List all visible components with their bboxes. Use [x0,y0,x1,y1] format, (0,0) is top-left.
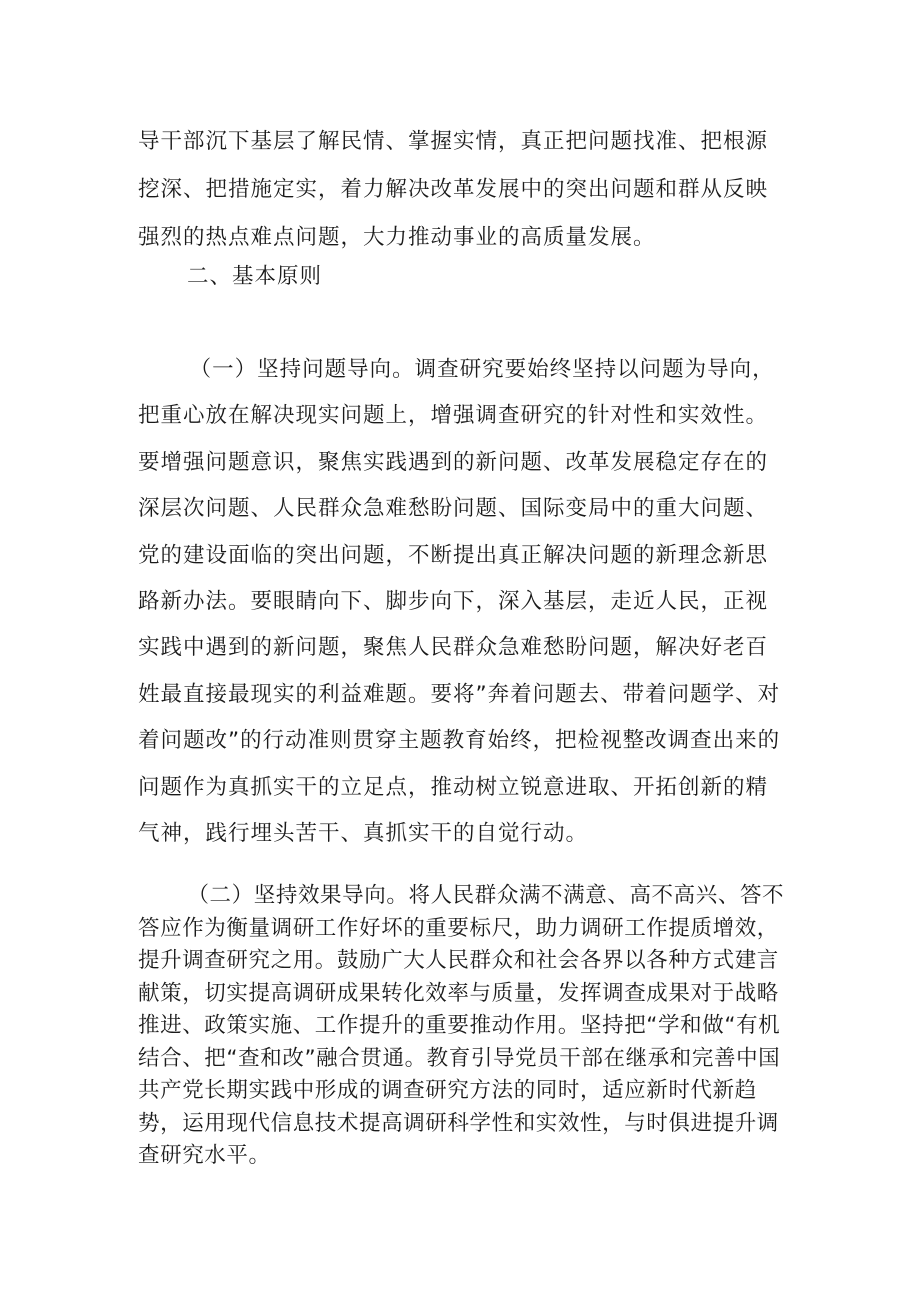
principle-1-paragraph: （一）坚持问题导向。调查研究要始终坚持以问题为导向，把重心放在解决现实问题上，增强调查研究的针对性和实效性。要增强问题意识，聚焦实践遇到的新问题、改革发展稳定存在的深层次问题、人民群众急难愁盼问题、国际变局中的重大问题、党的建设面临的突出问题，不断提出真正解决问题的新理念新思路新办法。要眼睛向下、脚步向下，深入基层，走近人民，正视实践中遇到的新问题，聚焦人民群众急难愁盼问题，解决好老百姓最直接最现实的利益难题。要将”奔着问题去、带着问题学、对着问题改”的行动准则贯穿主题教育始终，把检视整改调查出来的问题作为真抓实干的立足点，推动树立锐意进取、开拓创新的精气神，践行埋头苦干、真抓实干的自觉行动。 [138,357,781,847]
section-heading: 二、基本原则 [187,264,323,289]
intro-paragraph: 导干部沉下基层了解民情、掌握实情，真正把问题找准、把根源挖深、把措施定实，着力解决改革发展中的突出问题和群从反映强烈的热点难点问题，大力推动事业的高质量发展。 [138,129,769,250]
principle-2-paragraph: （二）坚持效果导向。将人民群众满不满意、高不高兴、答不答应作为衡量调研工作好坏的重要标尺，助力调研工作提质增效，提升调查研究之用。鼓励广大人民群众和社会各界以各种方式建言献策，切实提高调研成果转化效率与质量，发挥调查成果对于战略推进、政策实施、工作提升的重要推动作用。坚持把“学和做“有机结合、把“查和改”融合贯通。教育引导党员干部在继承和完善中国共产党长期实践中形成的调查研究方法的同时，适应新时代新趋势，运用现代信息技术提高调研科学性和实效性，与时俱进提升调查研究水平。 [138,883,785,1168]
